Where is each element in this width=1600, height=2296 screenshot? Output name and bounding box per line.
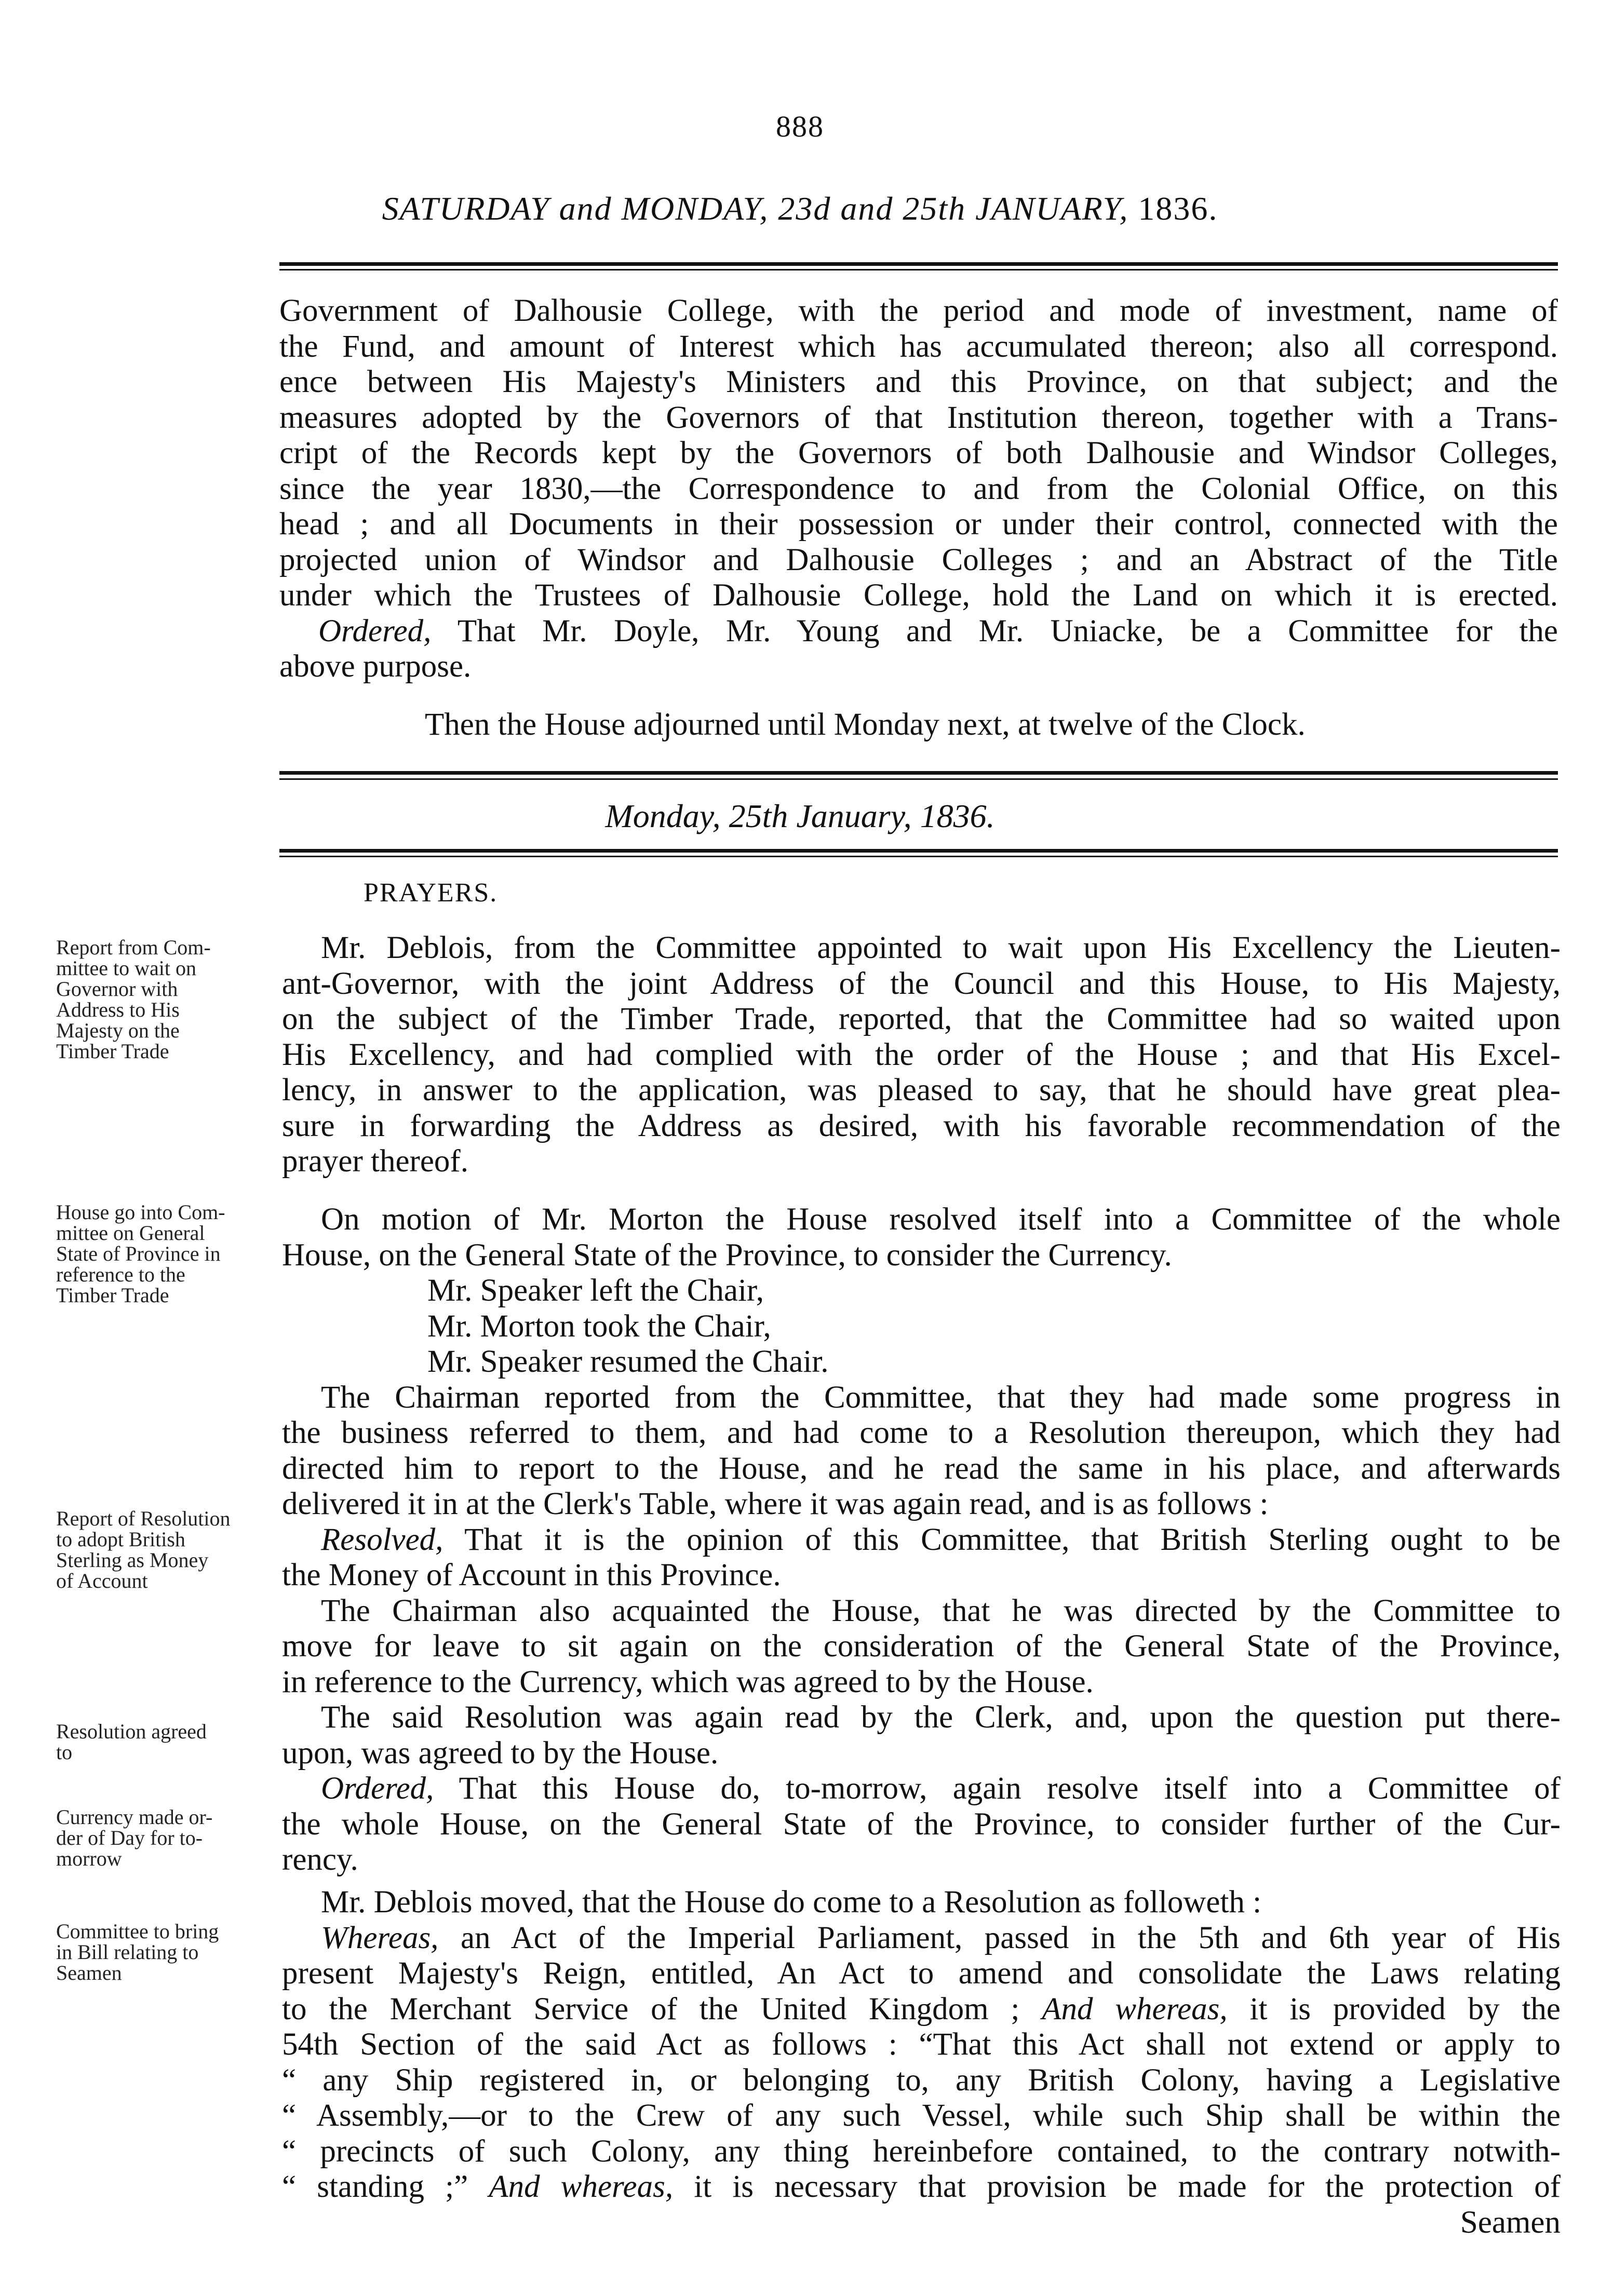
text-line: The Chairman also acquainted the House, that he was directed by the Committee to xyxy=(321,1593,1561,1628)
whereas-label: Whereas, xyxy=(321,1920,439,1955)
margin-note-line: Seamen xyxy=(56,1961,122,1984)
date-rule xyxy=(279,849,1558,853)
text-line: House, on the General State of the Province, to consider the Currency. xyxy=(282,1237,1172,1273)
text-line xyxy=(282,2169,1561,2205)
text-line: the Fund, and amount of Interest which has accumulated thereon; also all correspond. xyxy=(279,329,1558,364)
text-line: lency, in answer to the application, was pleased to say, that he should have great plea- xyxy=(282,1073,1561,1108)
text-line: move for leave to sit again on the consideration of the General State of the Province, xyxy=(282,1629,1561,1664)
text-fragment: to the Merchant Service of the United Kingdom ; xyxy=(282,1991,1020,2027)
margin-note-line: of Account xyxy=(56,1569,148,1592)
section-rule xyxy=(279,771,1558,775)
text-line: prayer thereof. xyxy=(282,1144,469,1179)
ordered-line xyxy=(279,614,1558,650)
resolved-line xyxy=(282,1522,1561,1558)
margin-note-line: der of Day for to- xyxy=(56,1826,203,1849)
text-line: The said Resolution was again read by the Clerk, and, upon the question put there- xyxy=(321,1700,1561,1735)
resolved-text: That it is the opinion of this Committee, that British Sterling ought to be xyxy=(464,1522,1561,1557)
margin-note-line: to adopt British xyxy=(56,1528,185,1551)
and-whereas-label: And whereas, xyxy=(1042,1991,1228,2027)
margin-note-line: Report from Com- xyxy=(56,936,211,959)
text-line: “ Assembly,—or to the Crew of any such Vessel, while such Ship shall be within the xyxy=(282,2098,1561,2133)
date-rule-thin xyxy=(279,856,1558,857)
margin-note-line: Address to His xyxy=(56,998,180,1021)
chair-line: Mr. Morton took the Chair, xyxy=(427,1308,771,1344)
margin-note-line: Governor with xyxy=(56,977,178,1001)
text-line: directed him to report to the House, and he read the same in his place, and afterwards xyxy=(282,1451,1561,1486)
margin-note xyxy=(56,1508,279,1591)
margin-note-line: State of Province in xyxy=(56,1242,221,1265)
page-number: 888 xyxy=(776,110,824,143)
text-line: Government of Dalhousie College, with the period and mode of investment, name of xyxy=(279,293,1558,328)
adjourn-line xyxy=(279,707,1558,743)
ordered-label: Ordered, xyxy=(318,613,432,649)
margin-note-line: House go into Com- xyxy=(56,1200,225,1224)
chair-line: Mr. Speaker left the Chair, xyxy=(427,1273,764,1308)
text-line: rency. xyxy=(282,1842,358,1877)
text-line: since the year 1830,—the Correspondence to and from the Colonial Office, on this xyxy=(279,471,1558,506)
text-line: on the subject of the Timber Trade, reported, that the Committee had so waited upon xyxy=(282,1002,1561,1036)
margin-note-line: in Bill relating to xyxy=(56,1940,199,1964)
margin-note-line: Report of Resolution xyxy=(56,1507,231,1530)
text-line xyxy=(282,1992,1561,2028)
text-line: The Chairman reported from the Committee, that they had made some progress in xyxy=(321,1380,1561,1415)
margin-note xyxy=(56,1921,279,1983)
margin-note-line: to xyxy=(56,1740,73,1764)
text-line: His Excellency, and had complied with the order of the House ; and that His Excel- xyxy=(282,1037,1561,1072)
text-line: “ precincts of such Colony, any thing hereinbefore contained, to the contrary notwith- xyxy=(282,2133,1561,2169)
text-line: On motion of Mr. Morton the House resolved itself into a Committee of the whole xyxy=(321,1202,1561,1237)
margin-note-line: Timber Trade xyxy=(56,1284,169,1307)
text-line: Mr. Deblois, from the Committee appointed to wait upon His Excellency the Lieuten- xyxy=(321,930,1561,965)
running-head xyxy=(0,190,1600,228)
continuation-paragraph xyxy=(279,293,1558,685)
margin-note-line: Resolution agreed xyxy=(56,1720,207,1743)
text-line: 54th Section of the said Act as follows : “That this Act shall not extend or apply to xyxy=(282,2027,1561,2062)
margin-note-line: Sterling as Money xyxy=(56,1548,209,1572)
text-line: the business referred to them, and had come to a Resolution thereupon, which they had xyxy=(282,1415,1561,1450)
running-head-year: 1836. xyxy=(1138,190,1218,227)
margin-note-line: Timber Trade xyxy=(56,1039,169,1063)
text-line: “ any Ship registered in, or belonging to, any British Colony, having a Legislative xyxy=(282,2062,1561,2098)
chair-line: Mr. Speaker resumed the Chair. xyxy=(427,1344,829,1379)
committee-report-paragraph xyxy=(282,930,1561,1180)
and-whereas-label: And whereas, xyxy=(489,2169,674,2204)
text-line: ant-Governor, with the joint Address of the Council and this House, to His Majesty, xyxy=(282,966,1561,1001)
text-line: above purpose. xyxy=(279,649,472,684)
margin-note-line: mittee on General xyxy=(56,1221,205,1245)
whereas-text: an Act of the Imperial Parliament, passed in the 5th and 6th year of His xyxy=(460,1920,1561,1955)
running-head-text: SATURDAY and MONDAY, 23d and 25th JANUARY, xyxy=(382,190,1129,227)
text-fragment: it is provided by the xyxy=(1249,1991,1561,2027)
adjourn-text: Then the House adjourned until Monday next, at twelve of the Clock. xyxy=(425,707,1306,742)
header-rule-thin xyxy=(279,269,1558,271)
text-fragment: it is necessary that provision be made for the protection of xyxy=(694,2169,1561,2204)
date-heading: Monday, 25th January, 1836. xyxy=(605,798,995,834)
ordered2-text: That this House do, to-morrow, again resolve itself into a Committee of xyxy=(459,1771,1561,1806)
text-line: cript of the Records kept by the Governors of both Dalhousie and Windsor Colleges, xyxy=(279,436,1558,470)
margin-note xyxy=(56,1807,279,1869)
header-rule xyxy=(279,262,1558,266)
text-line: delivered it in at the Clerk's Table, where it was again read, and is as follows : xyxy=(282,1487,1269,1521)
whereas-line xyxy=(282,1921,1561,1956)
ordered2-line xyxy=(282,1771,1561,1807)
margin-note-line: reference to the xyxy=(56,1263,185,1286)
text-line: head ; and all Documents in their possession or under their control, connected with the xyxy=(279,507,1558,542)
text-line: measures adopted by the Governors of that Institution thereon, together with a Trans- xyxy=(279,400,1558,435)
ordered-text: That Mr. Doyle, Mr. Young and Mr. Uniacke, be a Committee for the xyxy=(457,613,1558,649)
resolved-label: Resolved, xyxy=(321,1522,443,1557)
proceedings-paragraphs xyxy=(282,1202,1561,1878)
text-line: present Majesty's Reign, entitled, An Act to amend and consolidate the Laws relating xyxy=(282,1956,1561,1991)
margin-note-line: morrow xyxy=(56,1847,122,1870)
prayers-heading: PRAYERS. xyxy=(364,878,498,908)
margin-note xyxy=(56,1202,279,1306)
section-rule-thin xyxy=(279,778,1558,780)
ordered2-label: Ordered, xyxy=(321,1771,434,1806)
text-line: upon, was agreed to by the House. xyxy=(282,1735,719,1771)
catchword: Seamen xyxy=(1460,2205,1561,2240)
text-line: projected union of Windsor and Dalhousie Colleges ; and an Abstract of the Title xyxy=(279,542,1558,577)
margin-note-line: Currency made or- xyxy=(56,1805,213,1829)
deblois-moved-line: Mr. Deblois moved, that the House do come to a Resolution as followeth : xyxy=(321,1885,1262,1920)
margin-note xyxy=(56,937,279,1062)
text-line: the whole House, on the General State of the Province, to consider further of the Cur- xyxy=(282,1806,1561,1842)
margin-note-line: Committee to bring xyxy=(56,1920,219,1943)
text-line: ence between His Majesty's Ministers and this Province, on that subject; and the xyxy=(279,364,1558,399)
margin-note-line: Majesty on the xyxy=(56,1019,180,1042)
text-line: sure in forwarding the Address as desired, with his favorable recommendation of the xyxy=(282,1108,1561,1143)
text-fragment: “ standing ;” xyxy=(282,2169,468,2204)
margin-note xyxy=(56,1721,279,1763)
whereas-paragraph xyxy=(282,1885,1561,2240)
text-line: the Money of Account in this Province. xyxy=(282,1558,781,1592)
text-line: under which the Trustees of Dalhousie College, hold the Land on which it is erected. xyxy=(279,578,1558,613)
text-line: in reference to the Currency, which was agreed to by the House. xyxy=(282,1664,1094,1699)
margin-note-line: mittee to wait on xyxy=(56,956,196,980)
